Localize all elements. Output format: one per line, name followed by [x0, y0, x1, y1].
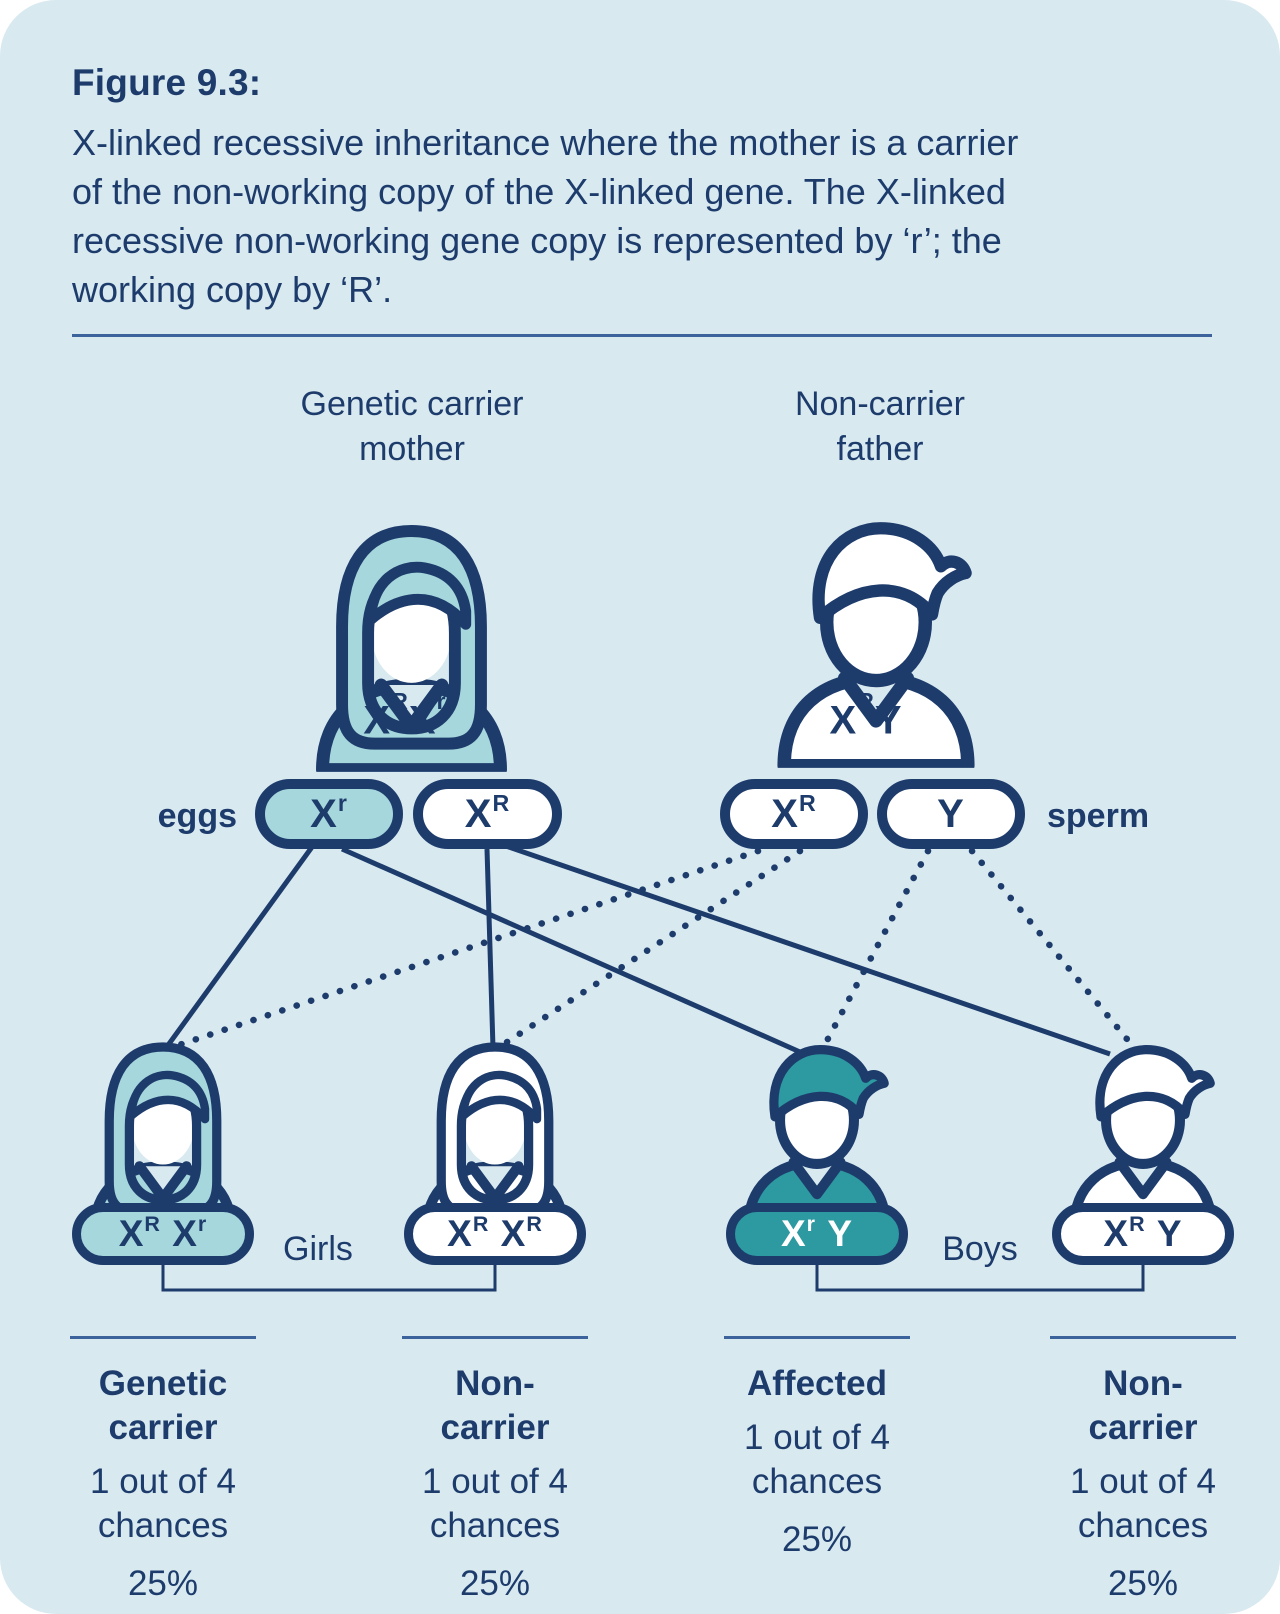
child4-genotype-pill: X $^R$ Y [1052, 1203, 1234, 1265]
outcome-child2 [385, 1362, 605, 1604]
child3-genotype-pill: X $^r$ Y [726, 1203, 908, 1265]
outcome-detail: 1 out of 4 chances [744, 1418, 890, 1501]
girls-label: Girls [283, 1230, 353, 1268]
egg-pill-xR: X $^R$ [413, 779, 562, 849]
male-icon [1059, 1034, 1227, 1230]
father-genotype: $X^RY$ [829, 687, 903, 743]
outcome-percent: 25% [459, 1564, 531, 1603]
father-label: Non-carrier father [794, 385, 966, 468]
outcome-rule-2 [402, 1336, 588, 1339]
outcome-child4 [1033, 1362, 1253, 1604]
sperm-label: sperm [1047, 797, 1150, 835]
eggs-label: eggs [157, 797, 237, 835]
outcome-title: Non- carrier [1088, 1364, 1198, 1447]
egg-pill-xr: X $^r$ [255, 779, 403, 849]
header-divider [72, 334, 1212, 337]
outcome-percent: 25% [781, 1520, 853, 1559]
boys-label: Boys [942, 1230, 1018, 1268]
outcome-detail: 1 out of 4 chances [1070, 1462, 1216, 1545]
outcome-rule-1 [70, 1336, 256, 1339]
mother-label: Genetic carrier mother [300, 385, 524, 468]
outcome-percent: 25% [127, 1564, 199, 1603]
outcome-rule-3 [724, 1336, 910, 1339]
outcome-title: Genetic carrier [98, 1364, 228, 1447]
figure-caption: X-linked recessive inheritance where the mother is a carrier of the non-working copy of the X-linked gene. The X-linked recessive non-working gene copy is represented by ‘r’; the working copy by ‘R’. [72, 122, 1019, 310]
sperm-pill-xR: X $^R$ [720, 779, 868, 849]
outcome-detail: 1 out of 4 chances [422, 1462, 568, 1545]
child2-genotype-pill: X $^R$ X $^R$ [404, 1203, 586, 1265]
outcome-detail: 1 out of 4 chances [90, 1462, 236, 1545]
outcome-child1 [53, 1362, 273, 1604]
mother-genotype: $X^RX^r$ [363, 687, 447, 743]
child1-genotype-pill: X $^R$ X $^r$ [72, 1203, 254, 1265]
male-icon [733, 1034, 901, 1230]
sperm-pill-y: Y [877, 779, 1025, 849]
outcome-rule-4 [1050, 1336, 1236, 1339]
figure-number: Figure 9.3: [72, 62, 262, 103]
outcome-percent: 25% [1107, 1564, 1179, 1603]
outcome-title: Affected [746, 1364, 888, 1403]
outcome-child3 [707, 1362, 927, 1560]
outcome-title: Non- carrier [440, 1364, 550, 1447]
